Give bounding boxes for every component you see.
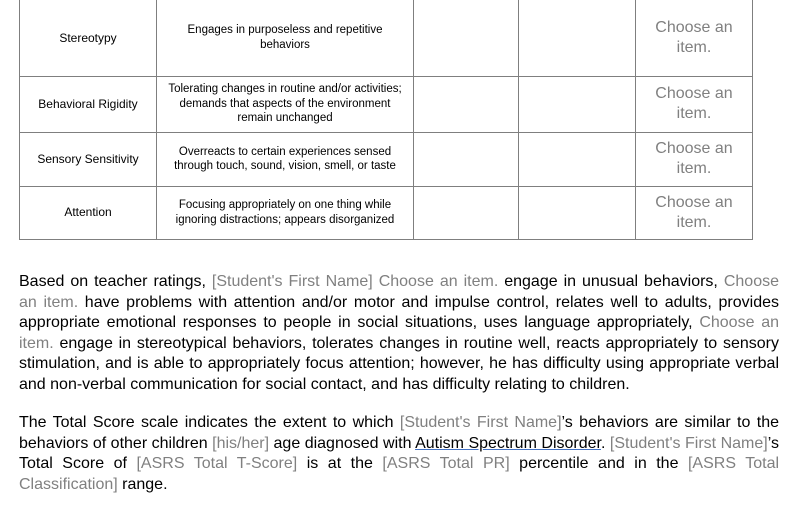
student-name-placeholder[interactable]: [Student's First Name] bbox=[609, 434, 768, 452]
text-run: range. bbox=[117, 475, 168, 493]
pronoun-placeholder[interactable]: [his/her] bbox=[212, 434, 270, 452]
rating-cell[interactable] bbox=[414, 0, 519, 76]
text-run: percentile and in the bbox=[509, 455, 688, 473]
text-run: engage in stereotypical behaviors, tolerates changes in routine well, reacts appropriately to sensory stimulation, and is able to appropriately focus attention; however, he has difficulty using appropriate verbal and non-verbal communication for social contact, and has difficulty relating to children. bbox=[19, 334, 779, 393]
table-row bbox=[20, 76, 753, 132]
text-run: have problems with attention and/or motor and impulse control, relates well to adults, provides appropriate emotional responses to people in social situations, uses language appropriately, bbox=[19, 293, 779, 332]
scale-name: Behavioral Rigidity bbox=[20, 76, 157, 132]
text-run: . bbox=[600, 434, 610, 452]
choose-item-dropdown[interactable]: Choose an item. bbox=[19, 273, 779, 311]
choose-item-dropdown[interactable]: Choose an item. bbox=[636, 132, 753, 186]
total-score-paragraph bbox=[19, 413, 779, 495]
choose-item-dropdown[interactable]: Choose an item. bbox=[19, 314, 779, 352]
scale-description: Tolerating changes in routine and/or activities; demands that aspects of the environment remain unchanged bbox=[157, 76, 414, 132]
rating-cell[interactable] bbox=[519, 132, 636, 186]
teacher-ratings-paragraph bbox=[19, 272, 779, 396]
student-name-placeholder[interactable]: [Student's First Name] bbox=[211, 273, 373, 290]
total-t-score-placeholder[interactable]: [ASRS Total T-Score] bbox=[136, 455, 298, 473]
rating-cell[interactable] bbox=[519, 186, 636, 239]
total-classification-placeholder[interactable]: [ASRS Total Classification] bbox=[19, 455, 780, 493]
text-run: age diagnosed with bbox=[269, 434, 416, 452]
scale-description: Focusing appropriately on one thing while ignoring distractions; appears disorganized bbox=[157, 186, 414, 239]
autism-spectrum-disorder-link[interactable]: Autism Spectrum Disorder bbox=[415, 434, 601, 452]
choose-item-dropdown[interactable]: Choose an item. bbox=[378, 273, 499, 290]
rating-cell[interactable] bbox=[414, 76, 519, 132]
text-run: Based on teacher ratings, bbox=[19, 273, 212, 290]
table-row bbox=[20, 132, 753, 186]
table-row bbox=[20, 0, 753, 76]
student-name-placeholder[interactable]: [Student's First Name] bbox=[399, 414, 562, 431]
text-run: engage in unusual behaviors, bbox=[498, 273, 724, 290]
scale-description: Engages in purposeless and repetitive behaviors bbox=[157, 0, 414, 76]
text-run: ’s behaviors are similar to the behaviors of other children bbox=[19, 414, 780, 452]
scale-name: Attention bbox=[20, 186, 157, 239]
rating-cell[interactable] bbox=[519, 76, 636, 132]
asrs-scale-table bbox=[19, 0, 753, 240]
choose-item-dropdown[interactable]: Choose an item. bbox=[636, 76, 753, 132]
text-run: is at the bbox=[297, 455, 383, 473]
rating-cell[interactable] bbox=[414, 186, 519, 239]
total-pr-placeholder[interactable]: [ASRS Total PR] bbox=[382, 455, 510, 473]
choose-item-dropdown[interactable]: Choose an item. bbox=[636, 0, 753, 76]
text-run: The Total Score scale indicates the extent to which bbox=[19, 414, 400, 431]
table-row bbox=[20, 186, 753, 239]
text-run: ’s Total Score of bbox=[19, 434, 779, 473]
scale-name: Sensory Sensitivity bbox=[20, 132, 157, 186]
rating-cell[interactable] bbox=[519, 0, 636, 76]
rating-cell[interactable] bbox=[414, 132, 519, 186]
scale-name: Stereotypy bbox=[20, 0, 157, 76]
scale-description: Overreacts to certain experiences sensed through touch, sound, vision, smell, or taste bbox=[157, 132, 414, 186]
choose-item-dropdown[interactable]: Choose an item. bbox=[636, 186, 753, 239]
